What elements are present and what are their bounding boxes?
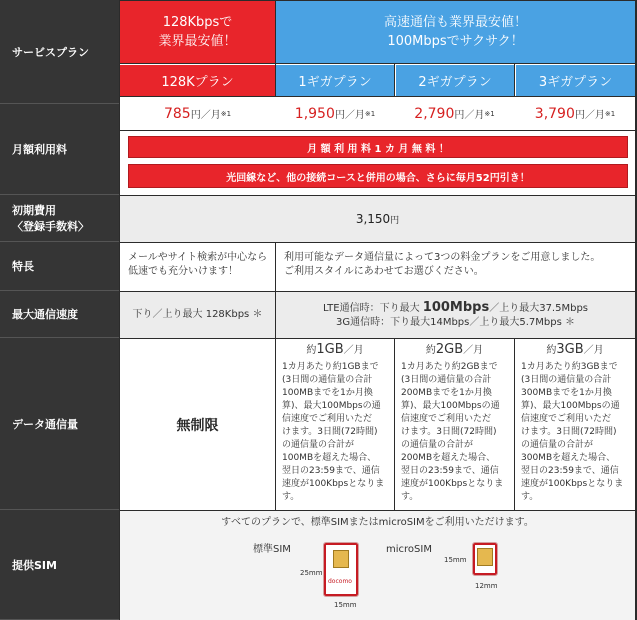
standard-sim-brand: docomo (328, 578, 352, 585)
data-plan-1gb: 約1GB／月 1カ月あたり約1GBまで (3日間の通信量の合計 100MBまでを1か月換 算)、最大100Mbpsの通 信速度でご利用いただ けます。3日間(72時間) の通信量の合計が 100MBを超えた場合、 翌日の23:59まで、通信 速度が100Kbpsとなりま す。 (276, 339, 394, 510)
price-1giga: 1,950 円／月 ※1 (294, 105, 376, 122)
price-3giga: 3,790 円／月 ※1 (534, 105, 616, 122)
speed-128k: 下り／上り最大 128Kbps ＊ (120, 292, 275, 338)
plan-2giga: 2ギガプラン (395, 64, 514, 96)
price-128k: 785 円／月 ※1 (163, 105, 232, 122)
micro-sim-height: 15mm (444, 556, 467, 564)
label-initial-fee: 初期費用 〈登録手数料〉 (0, 195, 119, 242)
micro-sim-chip (477, 548, 493, 566)
standard-sim-height: 25mm (300, 569, 323, 577)
label-service-plan: サービスプラン (0, 0, 119, 104)
discount-banner: 光回線など、他の接続コースと併用の場合、さらに毎月52円引き！ (128, 164, 628, 188)
standard-sim-chip (333, 550, 349, 568)
features-giga: 利用可能なデータ通信量によって3つの料金プランをご用意しました。 ご利用スタイルにあわせてお選びください。 (276, 243, 635, 291)
standard-sim-width: 15mm (334, 601, 357, 609)
initial-fee-value: 3,150 円 (120, 196, 635, 242)
label-features: 特長 (0, 242, 119, 291)
sim-intro: すべてのプランで、標準SIMまたはmicroSIMをご利用いただけます。 (221, 517, 534, 528)
micro-sim-width: 12mm (475, 582, 498, 590)
data-plan-3gb: 約3GB／月 1カ月あたり約3GBまで (3日間の通信量の合計 300MBまでを1か月換 算)、最大100Mbpsの通 信速度でご利用いただ けます。3日間(72時間) の通信量の合計が 300MBを超えた場合、 翌日の23:59まで、通信 速度が100Kbpsとなりま す。 (515, 339, 635, 510)
blue-header: 高速通信も業界最安値！ 100Mbpsでサクサク！ (276, 1, 635, 63)
standard-sim-label: 標準SIM (253, 544, 291, 555)
red-header: 128Kbpsで 業界最安値！ (120, 1, 275, 63)
price-2giga: 2,790 円／月 ※1 (414, 105, 495, 122)
micro-sim-label: microSIM (386, 544, 432, 555)
label-max-speed: 最大通信速度 (0, 291, 119, 338)
plan-3giga: 3ギガプラン (515, 64, 635, 96)
label-sim: 提供SIM (0, 510, 119, 620)
label-data-volume: データ通信量 (0, 338, 119, 510)
free-month-banner: 月 額 利 用 料 1 カ 月 無 料 ！ (128, 136, 628, 158)
label-monthly-fee: 月額利用料 (0, 104, 119, 195)
plan-1giga: 1ギガプラン (276, 64, 394, 96)
features-128k: メールやサイト検索が中心なら 低速でも充分いけます！ (120, 243, 275, 291)
plan-128k: 128Kプラン (120, 64, 275, 96)
data-plan-2gb: 約2GB／月 1カ月あたり約2GBまで (3日間の通信量の合計 200MBまでを1か月換 算)、最大100Mbpsの通 信速度でご利用いただ けます。3日間(72時間) の通信量の合計が 200MBを超えた場合、 翌日の23:59まで、通信 速度が100Kbpsとなりま す。 (395, 339, 514, 510)
data-unlimited: 無制限 (120, 339, 275, 510)
speed-giga: LTE通信時：下り最大 100Mbps／上り最大37.5Mbps 3G通信時：下り最大14Mbps／上り最大5.7Mbps ＊ (276, 292, 635, 338)
